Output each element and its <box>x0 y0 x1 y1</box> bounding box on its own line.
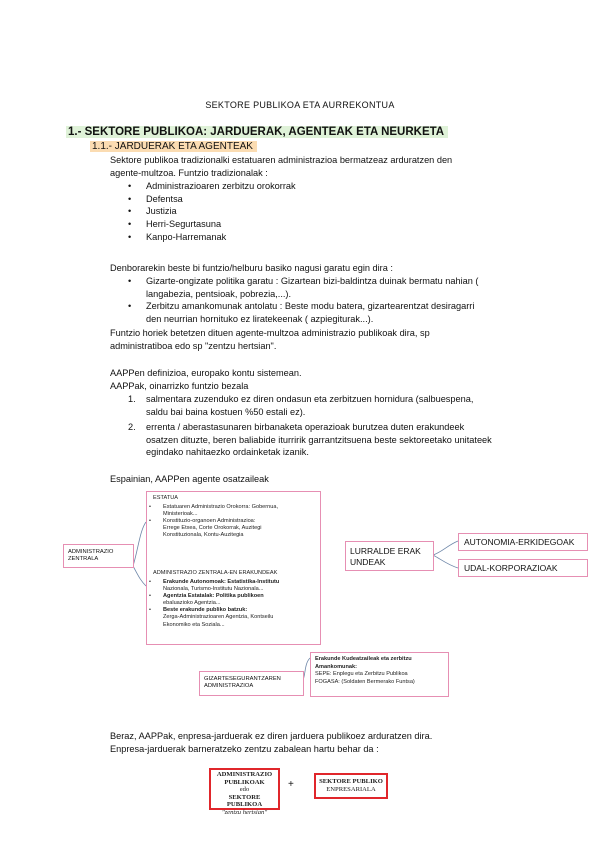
list-item: 2. errenta / aberastasunaren birbanaketa operazioak burutzea duten erakundeek osatzen dituzte, beren baliabide iturririk garrantzitsuena beste sektoreetako unitateek egindako nahitaezko ordainketak izanik. <box>128 422 492 457</box>
connector-autonomia <box>433 541 458 555</box>
list-item: • Herri-Segurtasuna <box>126 218 296 231</box>
section-heading: 1.- SEKTORE PUBLIKOA: JARDUERAK, AGENTEAK ETA NEURKETA <box>66 126 448 138</box>
erakundeak-title: ADMINISTRAZIO ZENTRALA-EN ERAKUNDEAK <box>153 570 278 576</box>
udal-korporazioak-box: UDAL-KORPORAZIOAK <box>458 559 588 577</box>
administrazio-zentrala-box: ADMINISTRAZIO ZENTRALA <box>63 544 134 568</box>
list-item: • Zerbitzu amankomunak antolatu : Beste modu batera, gizartearentzat desiragarri den neurrian hornituko ez liratekeenak ( azpiegiturak...). <box>126 300 478 325</box>
connector-erakundeak <box>133 566 146 586</box>
list-item: • Defentsa <box>126 193 296 206</box>
estatua-title: ESTATUA <box>153 495 178 501</box>
new-functions-intro: Denborarekin beste bi funtzio/helburu basiko nagusi garatu egin dira : <box>110 263 393 273</box>
gizarte-segurantza-box: GIZARTESEGURANTZAREN ADMINISTRAZIOA <box>199 671 304 696</box>
intro-paragraph: Sektore publikoa tradizionalki estatuaren administrazioa bermatzeaz arduratzen den agente-multzoa. Funtzio tradizionalak : <box>110 155 453 178</box>
spain-agents-intro: Espainian, AAPPen agente osatzaileak <box>110 474 269 484</box>
list-item: • Erakunde Autonomoak: Estatistika-Institutu Nazionala, Turismo-Institutu Nazionala... <box>147 579 279 593</box>
list-item: • Administrazioaren zerbitzu orokorrak <box>126 180 296 193</box>
document-title: SEKTORE PUBLIKOA ETA AURREKONTUA <box>205 100 395 110</box>
list-item: • Kanpo-Harremanak <box>126 231 296 244</box>
estatua-list <box>147 504 278 539</box>
list-item: • Gizarte-ongizate politika garatu : Gizartean bizi-baldintza duinak bermatu nahian ( langabezia, pentsioak, pobrezia,...). <box>126 275 478 300</box>
erakundeak-list <box>147 579 279 629</box>
plus-sign: + <box>288 779 294 790</box>
closing-paragraph: Beraz, AAPPak, enpresa-jarduerak ez diren jarduera publikoez arduratzen dira. Enpresa-jarduerak barneratzeko zentzu zabalean hartu behar da : <box>110 731 433 754</box>
aapp-functions-intro: AAPPak, oinarrizko funtzio bezala <box>110 381 249 391</box>
lurralde-erakundeak-box: LURRALDE ERAK UNDEAK <box>345 541 434 571</box>
subsection-heading: 1.1.- JARDUERAK ETA AGENTEAK <box>90 141 257 152</box>
list-item: • Estatuaren Administrazio Orokorra: Gobernua, Ministerioak... <box>147 504 278 518</box>
aapp-definition: AAPPen definizioa, europako kontu sistemean. <box>110 368 302 378</box>
administrazio-publikoak-box: ADMINISTRAZIO PUBLIKOAK edo SEKTORE PUBLIKOA "zentzu hertsian" <box>209 768 280 810</box>
estatua-erakundeak-box <box>146 491 321 645</box>
list-item: • Konstituzio-organoen Administrazioa: Errege Etxea, Corte Orokorrak, Auzitegi Konstituzionala, Kontu-Auzitegia <box>147 518 278 539</box>
sektore-publiko-enpresariala-box: SEKTORE PUBLIKO ENPRESARIALA <box>314 773 388 799</box>
list-item: 1. salmentara zuzenduko ez diren ondasun eta zerbitzuen hornidura (salbuespena, saldu bai baina kostuen %50 estali ez). <box>128 394 474 417</box>
connector-estatua <box>133 522 146 566</box>
list-item: • Beste erakunde publiko batzuk: Zerga-Administrazioaren Agentzia, Kontseilu Ekonomiko eta Soziala... <box>147 607 279 628</box>
connector-udal <box>433 555 458 568</box>
erakunde-kudeatzaileak-box: Erakunde Kudeatzaileak eta zerbitzu Amankomunak: SEPE: Enplegu eta Zerbitzu Publikoa FOGASA: (Soldaten Bermerako Funtsa) <box>310 652 449 697</box>
list-item: • Justizia <box>126 205 296 218</box>
list-item: • Agentzia Estatalak: Politika publikoen ebaluazioko Agentzia... <box>147 593 279 607</box>
functions-summary: Funtzio horiek betetzen dituen agente-multzoa administrazio publikoak dira, sp administratiboa edo sp "zentzu hertsian". <box>110 328 430 351</box>
autonomia-erkidegoak-box: AUTONOMIA-ERKIDEGOAK <box>458 533 588 551</box>
